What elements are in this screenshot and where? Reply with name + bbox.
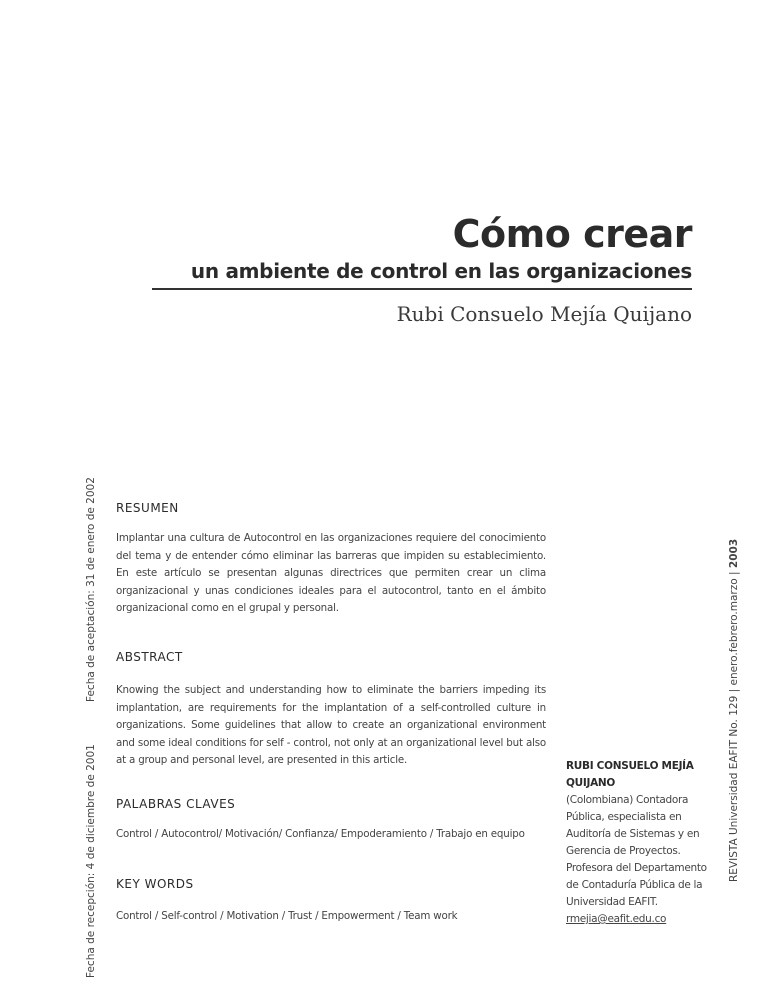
separator: | <box>728 571 740 575</box>
journal-year: 2003 <box>728 538 740 569</box>
resumen-text: Implantar una cultura de Autocontrol en las organizaciones requiere del conocimiento del tema y de entender cómo eliminar las barreras que impiden su establecimiento. En este artículo se presentan algunas directrices que permiten crear un clima organizacional y unas condiciones ideales para el autocontrol, tanto en el ámbito organizacional como en el grupal y personal. <box>116 532 546 615</box>
journal-period: enero.febrero.marzo <box>728 578 740 686</box>
separator: | <box>728 688 740 693</box>
bio-name: RUBI CONSUELO MEJÍA QUIJANO <box>566 760 694 789</box>
palabras-text: Control / Autocontrol/ Motivación/ Confianza/ Empoderamiento / Trabajo en equipo <box>116 828 525 840</box>
abstract-text: Knowing the subject and understanding how to eliminate the barriers impeding its implantation, are requirements for the implantation of a self-controlled culture in organizations. Some guidelines that allow to create an organizational environment and some ideal conditions for self - control, not only at an organizational level but also at a group and personal level, are presented in this article. <box>116 684 546 767</box>
journal-name: REVISTA Universidad EAFIT No. 129 <box>728 695 740 882</box>
palabras-heading: PALABRAS CLAVES <box>116 797 236 811</box>
journal-info <box>728 539 740 882</box>
article-title: Cómo crear <box>452 212 692 256</box>
accepted-date: Fecha de aceptación: 31 de enero de 2002 <box>85 477 97 702</box>
abstract-heading: ABSTRACT <box>116 650 183 664</box>
keywords-heading: KEY WORDS <box>116 877 194 891</box>
author-name: Rubi Consuelo Mejía Quijano <box>396 302 692 326</box>
resumen-heading: RESUMEN <box>116 501 179 515</box>
article-subtitle: un ambiente de control en las organizaciones <box>190 259 692 283</box>
keywords-text: Control / Self-control / Motivation / Trust / Empowerment / Team work <box>116 910 458 922</box>
author-bio <box>566 758 716 928</box>
author-email-link[interactable]: rmejia@eafit.edu.co <box>566 913 667 925</box>
bio-text: (Colombiana) Contadora Pública, especialista en Auditoría de Sistemas y en Gerencia de Proyectos. Profesora del Departamento de Contaduría Pública de la Universidad EAFIT. <box>566 794 707 908</box>
title-divider <box>152 288 692 290</box>
received-date: Fecha de recepción: 4 de diciembre de 2001 <box>85 744 97 978</box>
